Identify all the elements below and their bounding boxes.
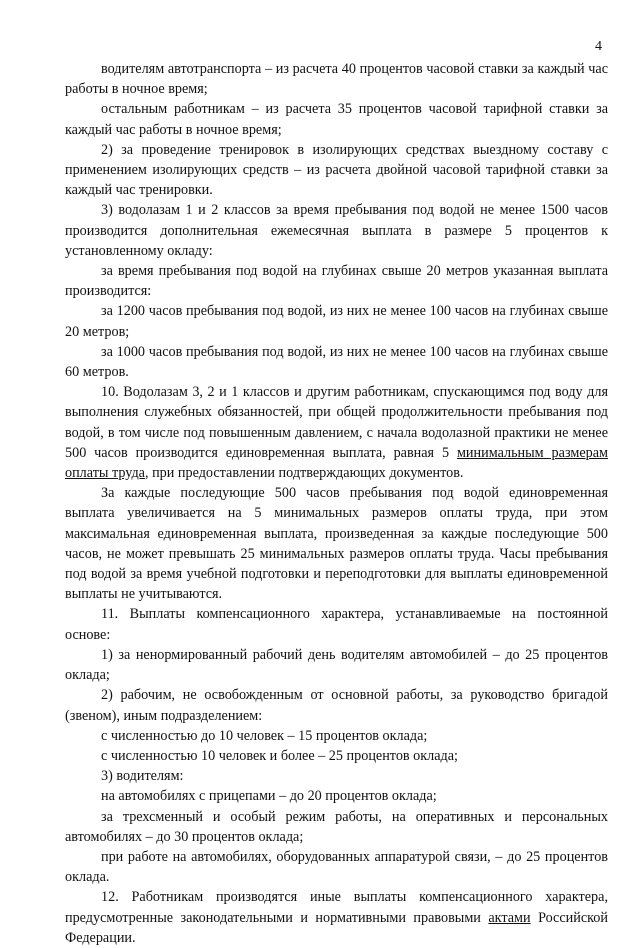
paragraph: на автомобилях с прицепами – до 20 процентов оклада;	[101, 788, 437, 805]
minimum-wage-link[interactable]: минимальным размерам оплаты труда	[65, 444, 608, 482]
paragraph: 11. Выплаты компенсационного характера, устанавливаемые на постоянной основе:	[65, 606, 608, 643]
paragraph-text: , при предоставлении подтверждающих документов.	[144, 465, 464, 482]
paragraph: За каждые последующие 500 часов пребывания под водой единовременная выплата увеличивается на 5 минимальных размеров оплаты труда, при этом максимальная единовременная выплата, произведенная за каждые последующие 500 часов, не может превышать 25 минимальных размеров оплаты труда. Часы пребывания под водой за время учебной подготовки и переподготовки для выплаты единовременной выплаты не учитываются.	[65, 485, 608, 603]
paragraph: за время пребывания под водой на глубинах свыше 20 метров указанная выплата производится:	[65, 263, 608, 300]
paragraph-text: 10. Водолазам 3, 2 и 1 классов и другим работникам, спускающимся под воду для выполнения служебных обязанностей, при общей продолжительности пребывания под водой, в том числе под повышенным давлением, с начала водолазной практики не менее 500 часов производится единовременная выплата, равная 5	[65, 384, 608, 461]
acts-link[interactable]: актами	[488, 909, 531, 926]
page-number: 4	[595, 39, 602, 54]
paragraph: 3) водителям:	[101, 768, 184, 785]
paragraph: за 1000 часов пребывания под водой, из них не менее 100 часов на глубинах свыше 60 метров.	[65, 343, 608, 381]
paragraph-text: 12. Работникам производятся иные выплаты компенсационного характера, предусмотренные законодательными и нормативными правовыми	[65, 889, 608, 926]
paragraph: 1) за ненормированный рабочий день водителям автомобилей – до 25 процентов оклада;	[65, 646, 608, 684]
paragraph-with-link	[65, 887, 608, 948]
paragraph: 3) водолазам 1 и 2 классов за время пребывания под водой не менее 1500 часов производится дополнительная ежемесячная выплата в размере 5 процентов к установленному окладу:	[65, 202, 608, 259]
paragraph: за 1200 часов пребывания под водой, из них не менее 100 часов на глубинах свыше 20 метров;	[65, 303, 608, 340]
paragraph: 2) рабочим, не освобожденным от основной работы, за руководство бригадой (звеном), иным подразделением:	[65, 687, 608, 724]
paragraph: с численностью до 10 человек – 15 процентов оклада;	[101, 727, 428, 744]
document-body	[65, 59, 608, 948]
paragraph: с численностью 10 человек и более – 25 процентов оклада;	[101, 747, 458, 764]
paragraph: остальным работникам – из расчета 35 процентов часовой тарифной ставки за каждый час работы в ночное время;	[65, 101, 608, 138]
paragraph: водителям автотранспорта – из расчета 40 процентов часовой ставки за каждый час работы в ночное время;	[65, 61, 608, 98]
paragraph: при работе на автомобилях, оборудованных аппаратурой связи, – до 25 процентов оклада.	[65, 848, 608, 886]
paragraph-text: Российской Федерации.	[65, 909, 608, 946]
paragraph: за трехсменный и особый режим работы, на оперативных и персональных автомобилях – до 30 процентов оклада;	[65, 808, 608, 845]
paragraph-with-link	[65, 382, 608, 483]
paragraph: 2) за проведение тренировок в изолирующих средствах выездному составу с применением изолирующих средств – из расчета двойной часовой тарифной ставки за каждый час тренировки.	[65, 141, 608, 199]
